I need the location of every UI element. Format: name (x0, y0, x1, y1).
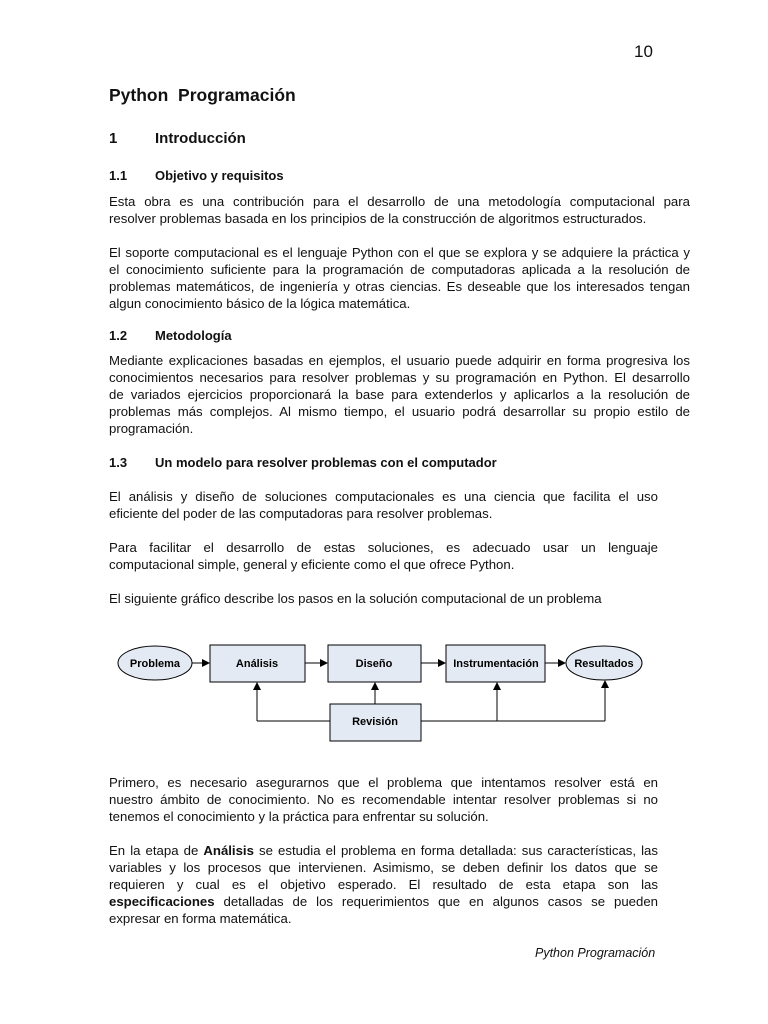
bold-term-analisis: Análisis (203, 843, 254, 858)
text-line: conocimientos necesarios para resolver problemas y su programación en Python. El desarrollo (109, 370, 690, 385)
node-revision-label: Revisión (352, 716, 398, 728)
text-line: tenemos el conocimiento y la práctica para enfrentar su solución. (109, 809, 489, 824)
section-number: 1 (109, 130, 118, 147)
text-line: Primero, es necesario asegurarnos que el problema que intentamos resolver está en (109, 775, 658, 790)
text-line (109, 842, 658, 859)
text-run: detalladas de los requerimientos que en algunos casos se pueden (214, 894, 658, 909)
text-line: problemas matemáticos, de ingeniería y otras ciencias. Es deseable que los interesados tengan (109, 279, 690, 294)
section-title: Introducción (155, 130, 246, 147)
text-line: eficiente del poder de las computadoras para resolver problemas. (109, 506, 493, 521)
text-line: de variados ejercicios proporcionará la base para extenderlos y aplicarlos a la resolución de (109, 387, 690, 402)
node-diseno-label: Diseño (355, 658, 393, 670)
text-line: nuestro ámbito de conocimiento. No es recomendable intentar resolver problemas si no (109, 792, 658, 807)
text-line: problemas más complejos. Al mismo tiempo, el usuario podrá desarrollar su propio estilo de (109, 404, 690, 419)
text-line (109, 893, 658, 910)
subsection-title: Un modelo para resolver problemas con el computador (155, 455, 497, 470)
text-line: El análisis y diseño de soluciones computacionales es una ciencia que facilita el uso (109, 489, 658, 504)
subsection-title: Metodología (155, 328, 232, 343)
page-footer: Python Programación (535, 946, 656, 960)
text-line: El siguiente gráfico describe los pasos en la solución computacional de un problema (109, 591, 602, 606)
text-line: Para facilitar el desarrollo de estas soluciones, es adecuado usar un lenguaje (109, 540, 658, 555)
node-analisis-label: Análisis (235, 658, 279, 670)
text-line: programación. (109, 421, 194, 436)
text-line: el conocimiento suficiente para la programación de computadoras aplicada a la resolución de (109, 262, 690, 277)
paragraph-analysis-stage (109, 842, 658, 927)
node-resultados-label: Resultados (574, 658, 634, 670)
text-run: En la etapa de (109, 843, 204, 858)
text-line: requieren y cual es el objetivo esperado. El resultado de esta etapa son las (109, 877, 658, 892)
subsection-number: 1.3 (109, 455, 128, 470)
text-line: El soporte computacional es el lenguaje Python con el que se explora y se adquiere la práctica y (109, 245, 690, 260)
text-line: resolver problemas basada en los principios de la construcción de algoritmos estructurados. (109, 211, 647, 226)
node-instrumentacion-label: Instrumentación (453, 658, 539, 670)
text-line: Mediante explicaciones basadas en ejemplos, el usuario puede adquirir en forma progresiva los (109, 353, 690, 368)
text-line: expresar en forma matemática. (109, 911, 292, 926)
text-line: computacional simple, general y eficiente como el que ofrece Python. (109, 557, 515, 572)
subsection-number: 1.1 (109, 168, 128, 183)
node-problema-label: Problema (129, 658, 181, 670)
bold-term-especificaciones: especificaciones (109, 894, 215, 909)
text-run: se estudia el problema en forma detallada: sus características, las (253, 843, 658, 858)
text-line: variables y los procesos que intervienen. Asimismo, se deben definir los datos que se (109, 860, 658, 875)
text-line: Esta obra es una contribución para el desarrollo de una metodología computacional para (109, 194, 690, 209)
subsection-number: 1.2 (109, 328, 128, 343)
paragraph-first-step (109, 774, 658, 825)
page-number: 10 (634, 42, 653, 61)
text-line: algun conocimiento básico de la lógica matemática. (109, 296, 411, 311)
subsection-title: Objetivo y requisitos (155, 168, 284, 183)
document-title: Python Programación (109, 85, 296, 105)
